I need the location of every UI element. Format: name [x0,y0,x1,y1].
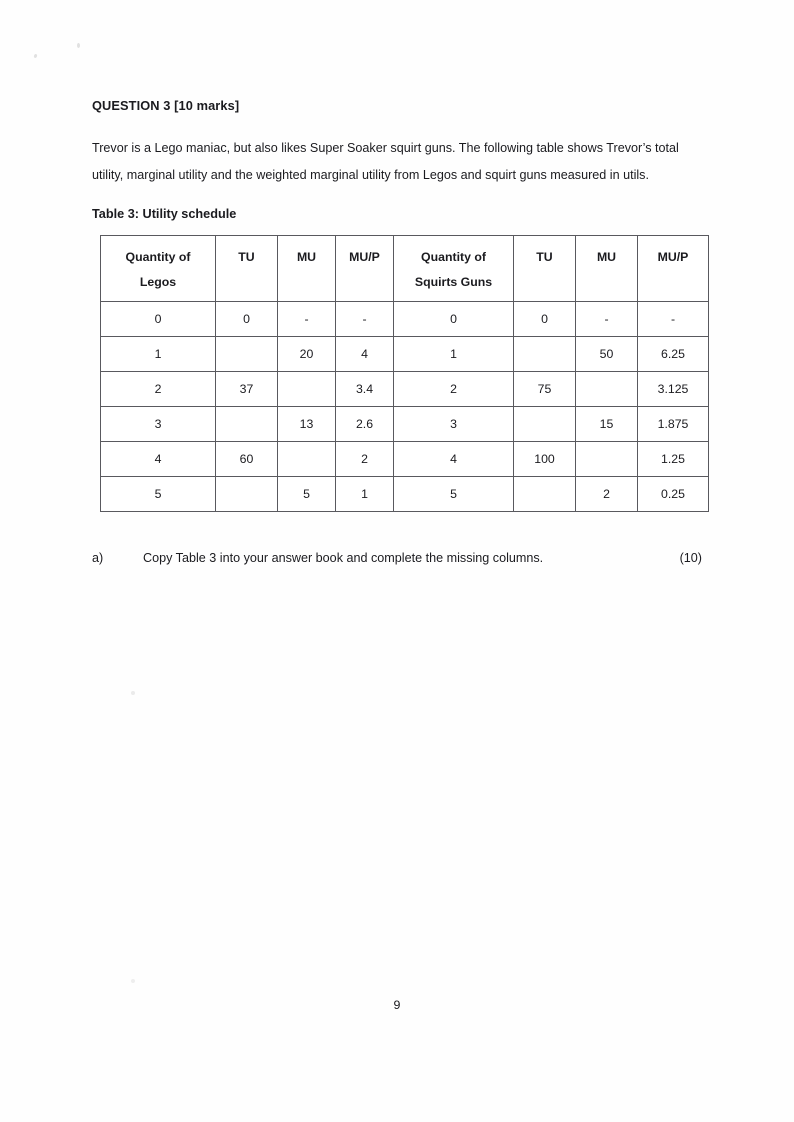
header-mu-squirt-guns: MU [576,235,638,301]
cell-quantity-squirt-guns: 2 [394,371,514,406]
cell-quantity-legos: 1 [101,336,216,371]
cell-mup-squirt-guns: - [638,301,709,336]
cell-mup-squirt-guns: 0.25 [638,476,709,511]
question-part-a [92,548,710,570]
cell-quantity-squirt-guns: 5 [394,476,514,511]
table-header-row [101,235,709,301]
table-row [101,336,709,371]
cell-tu-legos [216,336,278,371]
cell-tu-squirt-guns: 100 [514,441,576,476]
header-line: Legos [139,274,177,289]
cell-mu-squirt-guns [576,371,638,406]
cell-mup-legos: 2.6 [336,406,394,441]
cell-mu-legos: - [278,301,336,336]
header-tu-legos: TU [216,235,278,301]
cell-mu-legos: 13 [278,406,336,441]
table-row [101,441,709,476]
table-body [101,301,709,511]
cell-mup-squirt-guns: 3.125 [638,371,709,406]
cell-mu-legos [278,371,336,406]
cell-tu-legos: 37 [216,371,278,406]
cell-tu-squirt-guns [514,336,576,371]
question-title: QUESTION 3 [10 marks] [92,98,240,113]
header-line: Quantity of [421,249,486,264]
question-intro-paragraph: Trevor is a Lego maniac, but also likes Super Soaker squirt guns. The following table shows Trevor’s total utility, marginal utility and the weighted marginal utility from Legos and squirt guns measured in utils. [92,141,679,182]
scan-speck [131,691,135,695]
cell-quantity-legos: 5 [101,476,216,511]
cell-mup-legos: 4 [336,336,394,371]
cell-tu-legos [216,476,278,511]
scan-speck [33,54,37,59]
cell-quantity-legos: 3 [101,406,216,441]
part-text: Copy Table 3 into your answer book and complete the missing columns. [143,550,544,565]
header-quantity-squirt-guns [394,235,514,301]
cell-mup-legos: - [336,301,394,336]
cell-tu-squirt-guns: 75 [514,371,576,406]
part-marks: (10) [679,550,702,565]
cell-mu-squirt-guns: 2 [576,476,638,511]
cell-mu-legos: 5 [278,476,336,511]
cell-quantity-squirt-guns: 0 [394,301,514,336]
table-row [101,371,709,406]
cell-mu-squirt-guns [576,441,638,476]
table-caption: Table 3: Utility schedule [92,206,237,221]
table-header [101,235,709,301]
table-row [101,406,709,441]
header-quantity-legos [101,235,216,301]
cell-mup-legos: 2 [336,441,394,476]
document-content [92,98,710,570]
cell-mup-squirt-guns: 6.25 [638,336,709,371]
header-line: Quantity of [125,249,191,264]
part-label: a) [92,550,104,565]
page-number: 9 [393,998,401,1012]
cell-mu-legos [278,441,336,476]
cell-tu-squirt-guns [514,476,576,511]
scan-speck [77,43,80,48]
cell-mup-legos: 1 [336,476,394,511]
header-mup-squirt-guns: MU/P [638,235,709,301]
cell-quantity-squirt-guns: 1 [394,336,514,371]
cell-tu-legos: 0 [216,301,278,336]
cell-mu-squirt-guns: - [576,301,638,336]
cell-mu-squirt-guns: 15 [576,406,638,441]
cell-mup-legos: 3.4 [336,371,394,406]
cell-mu-squirt-guns: 50 [576,336,638,371]
cell-tu-legos [216,406,278,441]
cell-mup-squirt-guns: 1.25 [638,441,709,476]
cell-mu-legos: 20 [278,336,336,371]
cell-tu-squirt-guns [514,406,576,441]
cell-quantity-legos: 2 [101,371,216,406]
scan-speck [131,979,135,983]
table-row [101,301,709,336]
header-line: Squirts Guns [414,274,493,289]
header-mu-legos: MU [278,235,336,301]
header-tu-squirt-guns: TU [514,235,576,301]
utility-schedule-table [100,235,709,512]
cell-quantity-legos: 4 [101,441,216,476]
cell-quantity-squirt-guns: 4 [394,441,514,476]
header-mup-legos: MU/P [336,235,394,301]
cell-quantity-legos: 0 [101,301,216,336]
cell-tu-squirt-guns: 0 [514,301,576,336]
table-row [101,476,709,511]
cell-quantity-squirt-guns: 3 [394,406,514,441]
cell-tu-legos: 60 [216,441,278,476]
cell-mup-squirt-guns: 1.875 [638,406,709,441]
